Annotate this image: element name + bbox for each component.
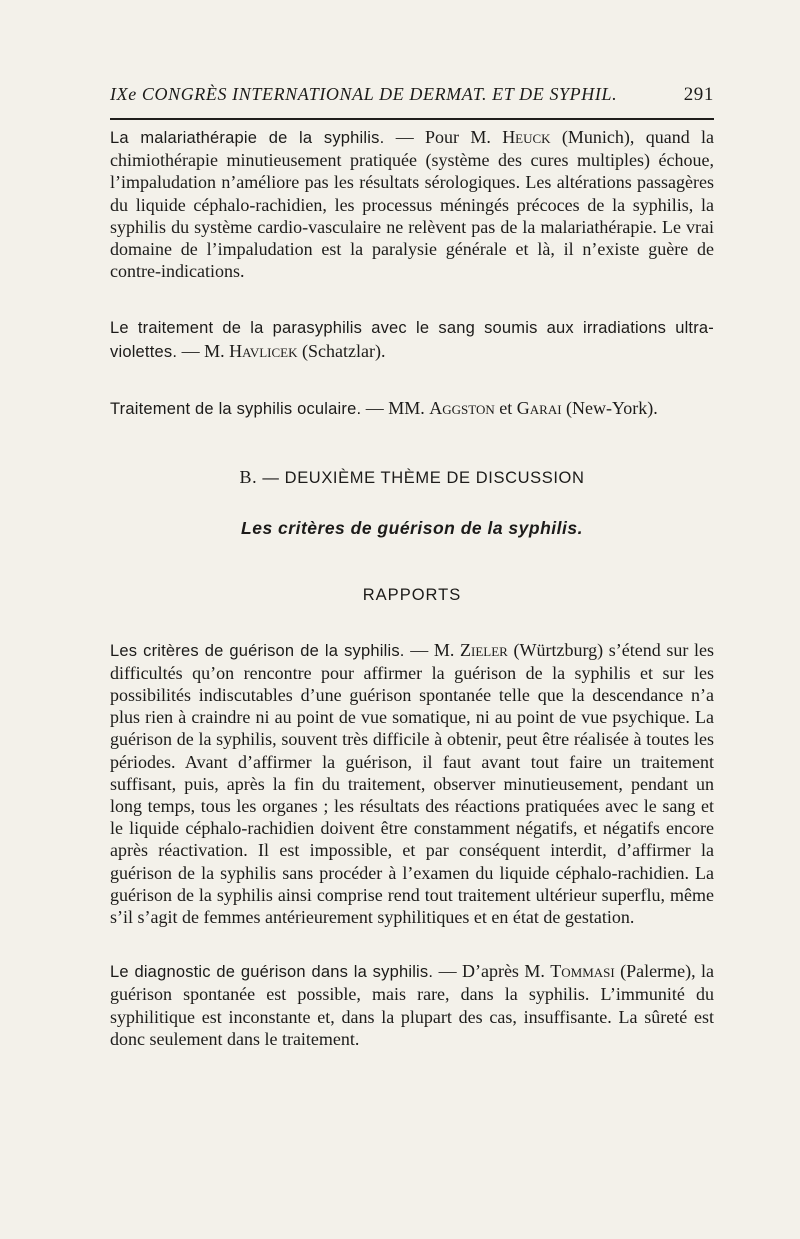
author-name: Heuck <box>502 127 551 147</box>
paragraph-text: (Palerme), la guérison spontanée est possible, mais rare, dans la syphilis. L’immunité du syphilitique est inconstante et, dans la plupart des cas, insuffisante. La sûreté est donc seulement dans le traitement. <box>110 961 714 1049</box>
connector-text: et <box>494 397 517 418</box>
page-header <box>110 84 714 106</box>
paragraph-parasyphilis <box>110 316 714 362</box>
paragraph-heading: Les critères de guérison de la syphilis. <box>110 641 405 660</box>
author-name: Tommasi <box>550 961 615 982</box>
section-label: B. <box>239 467 258 488</box>
paragraph-syphilis-oculaire <box>110 397 714 420</box>
author-name: Zieler <box>460 639 508 660</box>
paragraph-malariatherapie <box>110 126 714 282</box>
rapports-heading: RAPPORTS <box>362 586 462 605</box>
section-theme-heading <box>110 466 714 489</box>
paragraph-criteres <box>110 639 714 929</box>
author-name: Havlicek <box>229 340 298 361</box>
dash-text: — M. <box>177 340 230 361</box>
paragraph-heading: Traitement de la syphilis oculaire. <box>110 399 362 418</box>
paragraph-text: (Munich), quand la chimiothérapie minutieusement pratiquée (système des cures multiples) échoue, l’impaludation n’améliore pas les résultats sérologiques. Les altérations passagères du liquide céphalo-rachidien, les processus méningés précoces de la syphilis, la syphilis du système cardio-vasculaire ne relèvent pas de la malariathérapie. Le vrai domaine de l’impaludation est la paralysie générale et là, il n’existe guère de contre-indications. <box>110 127 714 282</box>
paragraph-heading: La malariathérapie de la syphilis. <box>110 129 385 147</box>
author-name: Aggston <box>429 397 495 418</box>
dash-text: — D’après M. <box>433 961 551 982</box>
page-number: 291 <box>683 84 714 105</box>
running-title: IXe CONGRÈS INTERNATIONAL DE DERMAT. ET DE SYPHIL. <box>110 84 618 104</box>
paragraph-text: (New-York). <box>561 397 658 418</box>
dash-text: — MM. <box>361 397 430 418</box>
paragraph-text: (Schatzlar). <box>297 340 386 361</box>
page-body <box>110 126 714 1050</box>
section-subtitle: Les critères de guérison de la syphilis. <box>241 518 583 539</box>
dash-text: — M. <box>404 639 461 660</box>
paragraph-diagnostic <box>110 960 714 1050</box>
header-rule <box>110 118 714 120</box>
paragraph-heading: Le traitement de la parasyphilis avec le sang soumis aux irradiations ultra-violettes. <box>110 319 714 361</box>
paragraph-heading: Le diagnostic de guérison dans la syphilis. <box>110 963 434 982</box>
paragraph-text: (Würtzburg) s’étend sur les difficultés qu’on rencontre pour affirmer la guérison de la syphilis et sur les possibilités indiscutables d’une guérison spontanée telle que la descendance n’a plus rien à craindre ni au point de vue somatique, ni au point de vue psychique. La guérison de la syphilis, souvent très difficile à obtenir, peut être réalisée à toutes les périodes. Avant d’affirmer la guérison, il faut avant tout faire un traitement suffisant, puis, après la fin du traitement, observer minutieusement, pendant un long temps, tous les organes ; les résultats des réactions pratiquées avec le sang et le liquide céphalo-rachidien doivent être constamment négatifs, et négatifs encore après réactivation. Il est impossible, et par conséquent interdit, d’affirmer la guérison de la syphilis sans procéder à l’examen du liquide céphalo-rachidien. La guérison de la syphilis ainsi comprise rend tout traitement ultérieur superflu, même s’il s’agit de femmes antérieurement syphilitiques et en état de gestation. <box>110 639 715 928</box>
section-title: — DEUXIÈME THÈME DE DISCUSSION <box>257 469 585 488</box>
dash-text: — Pour M. <box>384 127 503 147</box>
author-name: Garai <box>516 397 562 418</box>
